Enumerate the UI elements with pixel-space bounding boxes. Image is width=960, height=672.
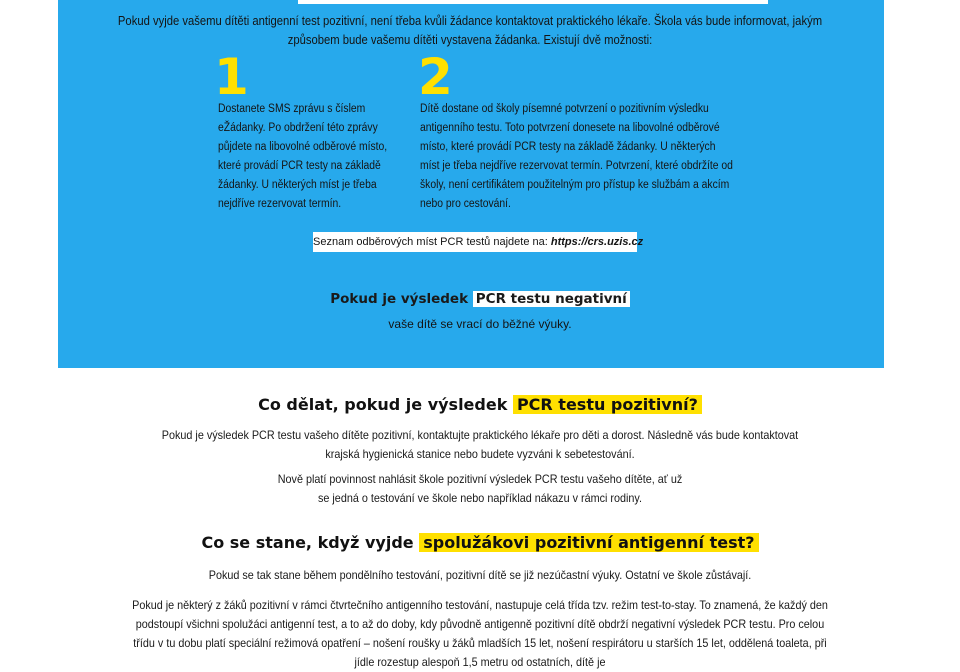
negative-result-heading xyxy=(200,290,760,308)
negative-highlight: PCR testu negativní xyxy=(473,291,630,307)
positive-pcr-paragraph-1: Pokud je výsledek PCR testu vašeho dítěte pozitivní, kontaktujte praktického lékaře pro děti a dorost. Následně vás bude kontaktovat krajská hygienická stanice nebo budete vyzváni k sebetestování. xyxy=(161,428,799,461)
negative-prefix: Pokud je výsledek xyxy=(330,291,469,307)
option-1-number: 1 xyxy=(214,48,249,106)
positive-pcr-paragraph-2: Nově platí povinnost nahlásit škole pozitivní výsledek PCR testu vašeho dítěte, ať už se jedná o testování ve škole nebo například nákazu v rámci rodiny. xyxy=(277,472,683,505)
negative-result-text: vaše dítě se vrací do běžné výuky. xyxy=(388,317,572,331)
positive-heading-highlight: PCR testu pozitivní? xyxy=(513,395,702,414)
classmate-heading-prefix: Co se stane, když vyjde xyxy=(201,533,414,552)
pcr-sites-label: Seznam odběrových míst PCR testů najdete na: xyxy=(313,236,548,248)
classmate-paragraph-1: Pokud se tak stane během pondělního testování, pozitivní dítě se již nezúčastní výuky. Ostatní ve škole zůstávají. xyxy=(208,568,752,582)
classmate-paragraph-2: Pokud je některý z žáků pozitivní v rámci čtvrtečního antigenního testování, nastupuje celá třída tzv. režim test-to-stay. To znamená, že každý den podstoupí všichni spolužáci antigenní test, a to až do doby, kdy původně antigenně pozitivní dítě obdrží negativní výsledek PCR testu. Pro celou třídu v tu dobu platí speciální režimová opatření – nošení roušky u žáků mladších 15 let, nošení respirátoru u starších 15 let, oddělená toaleta, při jídle rozestup alespoň 1,5 metru od ostatních, dítě je xyxy=(132,598,828,669)
classmate-heading-highlight: spolužákovi pozitivní antigenní test? xyxy=(419,533,758,552)
option-1-text: Dostanete SMS zprávu s číslem eŽádanky. Po obdržení této zprávy půjdete na libovolné odběrové místo, které provádí PCR testy na základě žádanky. U některých míst je třeba nejdříve rezervovat termín. xyxy=(218,103,388,210)
pcr-sites-link-box xyxy=(313,232,644,252)
option-2-text: Dítě dostane od školy písemné potvrzení o pozitivním výsledku antigenního testu. Toto potvrzení donesete na libovolné odběrové místo, které provádí PCR testy na základě žádanky. U některých míst je třeba nejdříve rezervovat termín. Potvrzení, které obdržíte od školy, není certifikátem použitelným pro přístup ke službám a akcím nebo pro cestování. xyxy=(420,103,733,210)
intro-text: Pokud vyjde vašemu dítěti antigenní test pozitivní, není třeba kvůli žádance kontaktovat praktického lékaře. Škola vás bude informovat, jakým způsobem bude vašemu dítěti vystavena žádanka. Existují dvě možnosti: xyxy=(117,14,823,47)
positive-heading-prefix: Co dělat, pokud je výsledek xyxy=(258,395,508,414)
pcr-sites-link[interactable]: https://crs.uzis.cz xyxy=(550,236,644,248)
option-2-number: 2 xyxy=(418,48,453,106)
classmate-positive-heading xyxy=(0,532,960,554)
header-tab-remnant xyxy=(298,0,768,4)
positive-pcr-heading xyxy=(0,394,960,416)
